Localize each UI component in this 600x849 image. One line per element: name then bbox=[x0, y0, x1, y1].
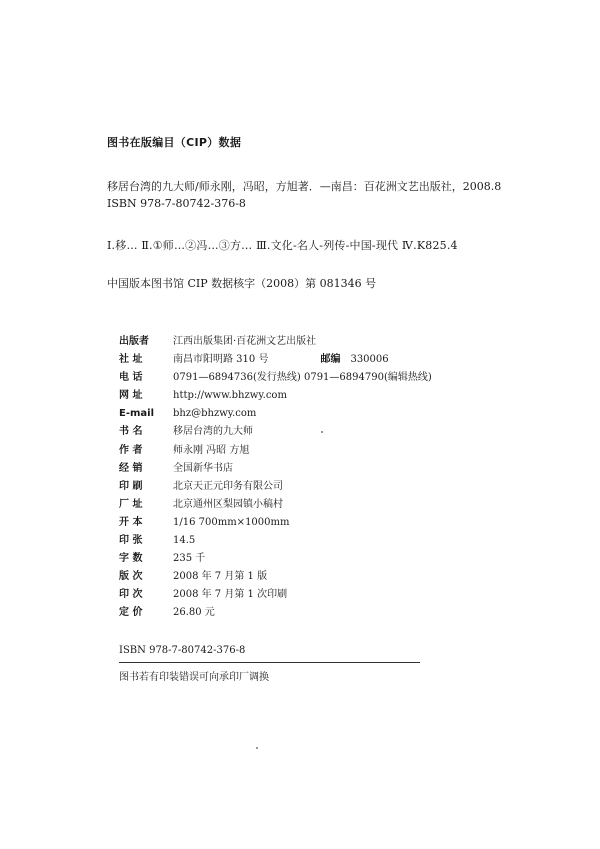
word-count-value: 235 千 bbox=[173, 553, 206, 565]
printer-label: 印 刷 bbox=[119, 480, 143, 492]
colophon-row-sheets bbox=[119, 532, 432, 550]
printer-value: 北京天正元印务有限公司 bbox=[173, 480, 283, 492]
colophon-row-phone bbox=[119, 369, 432, 387]
authors-value: 师永刚 冯昭 方旭 bbox=[173, 444, 250, 456]
sheets-label: 印 张 bbox=[119, 535, 143, 547]
divider-rule bbox=[119, 662, 420, 663]
scan-speck bbox=[321, 431, 323, 433]
colophon-row-distributor bbox=[119, 460, 432, 478]
title-label: 书 名 bbox=[119, 426, 143, 438]
website-value: http://www.bhzwy.com bbox=[173, 390, 287, 402]
colophon-row-address bbox=[119, 351, 432, 369]
postcode-label: 邮编 bbox=[320, 354, 341, 366]
address-cell bbox=[173, 351, 432, 369]
colophon-row-edition bbox=[119, 568, 432, 586]
colophon-row-factory-address bbox=[119, 496, 432, 514]
publisher-value: 江西出版集团·百花洲文艺出版社 bbox=[173, 336, 317, 347]
colophon-row-printing bbox=[119, 586, 432, 604]
sheets-value: 14.5 bbox=[173, 535, 196, 547]
address-label: 社 址 bbox=[119, 354, 143, 366]
format-value: 1/16 700mm×1000mm bbox=[173, 516, 290, 528]
cip-isbn-line: ISBN 978-7-80742-376-8 bbox=[107, 197, 246, 210]
word-count-label: 字 数 bbox=[119, 553, 143, 565]
colophon-row-word-count bbox=[119, 550, 432, 568]
edition-value: 2008 年 7 月第 1 版 bbox=[173, 571, 268, 583]
colophon-row-printer bbox=[119, 478, 432, 496]
print-error-notice: 图书若有印装错误可向承印厂调换 bbox=[119, 672, 269, 683]
address-value: 南昌市阳明路 310 号 bbox=[173, 354, 269, 366]
colophon-row-title bbox=[119, 423, 432, 441]
phone-value: 0791—6894736(发行热线) 0791—6894790(编辑热线) bbox=[173, 372, 432, 384]
cip-record-number: 中国版本图书馆 CIP 数据核字（2008）第 081346 号 bbox=[107, 277, 377, 290]
authors-label: 作 者 bbox=[119, 444, 143, 456]
website-label: 网 址 bbox=[119, 390, 143, 402]
colophon-row-website bbox=[119, 387, 432, 405]
postcode-value: 330006 bbox=[350, 354, 389, 366]
isbn-bottom: ISBN 978-7-80742-376-8 bbox=[119, 645, 246, 656]
colophon-row-price bbox=[119, 604, 432, 622]
cip-heading: 图书在版编目（CIP）数据 bbox=[107, 136, 242, 149]
email-label: E-mail bbox=[119, 408, 155, 420]
factory-address-value: 北京通州区梨园镇小稿村 bbox=[173, 498, 283, 510]
scan-speck bbox=[256, 747, 258, 749]
colophon-row-authors bbox=[119, 442, 432, 460]
printing-label: 印 次 bbox=[119, 589, 143, 601]
email-value: bhz@bhzwy.com bbox=[173, 408, 257, 420]
factory-address-label: 厂 址 bbox=[119, 498, 143, 510]
price-value: 26.80 元 bbox=[173, 607, 215, 619]
phone-label: 电 话 bbox=[119, 372, 143, 384]
cip-subject-line: Ⅰ.移… Ⅱ.①师…②冯…③方… Ⅲ.文化-名人-列传-中国-现代 Ⅳ.K825.4 bbox=[107, 239, 458, 252]
title-value: 移居台湾的九大师 bbox=[173, 426, 253, 438]
distributor-label: 经 销 bbox=[119, 462, 143, 474]
colophon-row-email bbox=[119, 405, 432, 423]
colophon-table bbox=[119, 333, 432, 623]
publisher-label: 出版者 bbox=[119, 336, 149, 347]
printing-value: 2008 年 7 月第 1 次印刷 bbox=[173, 589, 288, 601]
edition-label: 版 次 bbox=[119, 571, 143, 583]
format-label: 开 本 bbox=[119, 516, 143, 528]
colophon-row-format bbox=[119, 514, 432, 532]
distributor-value: 全国新华书店 bbox=[173, 462, 233, 474]
cip-bibliographic-line: 移居台湾的九大师/师永刚，冯昭，方旭著．—南昌：百花洲文艺出版社，2008.8 bbox=[107, 180, 502, 193]
price-label: 定 价 bbox=[119, 607, 143, 619]
colophon-row-publisher bbox=[119, 333, 432, 351]
